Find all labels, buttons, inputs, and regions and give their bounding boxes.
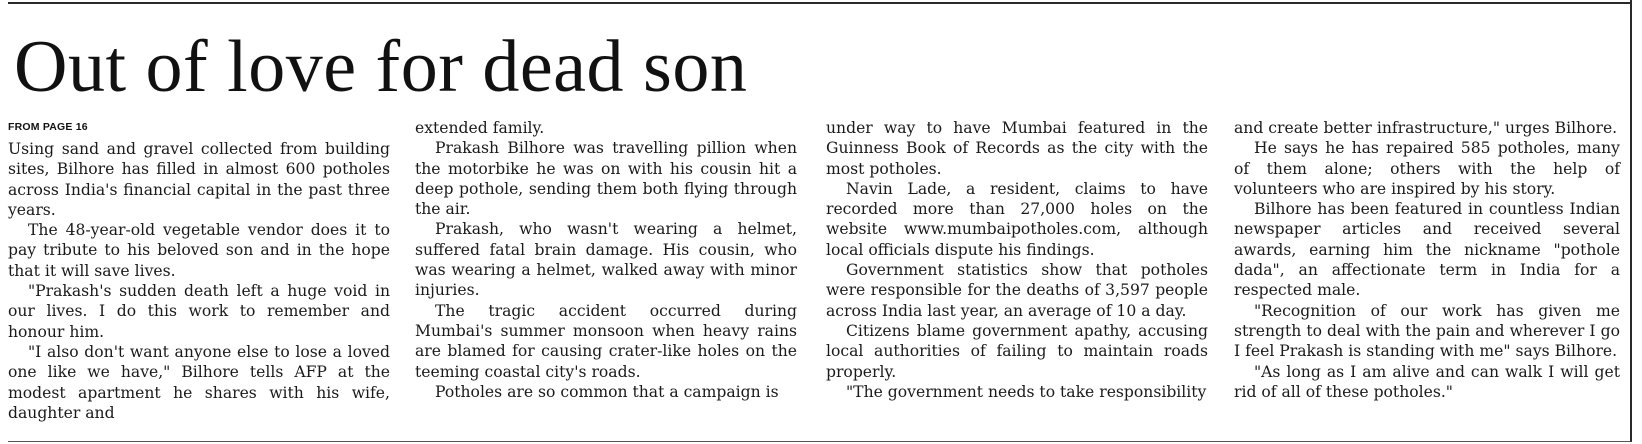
paragraph: Potholes are so common that a campaign is	[435, 382, 779, 401]
paragraph: and create better infrastructure," urges Bilhore.	[1234, 119, 1618, 137]
paragraph: "Recognition of our work has given me strength to deal with the pain and wherever I go I feel Prakash is standing with me" says Bilhore.	[1234, 301, 1620, 361]
paragraph: Using sand and gravel collected from building sites, Bilhore has filled in almost 600 potholes across India's financial capital in the past three years.	[8, 140, 390, 219]
paragraph: Bilhore has been featured in countless Indian newspaper articles and received several awards, earning him the nickname "pothole dada", an affectionate term in India for a respected male.	[1234, 200, 1620, 300]
article-headline: Out of love for dead son	[14, 26, 748, 108]
paragraph: Government statistics show that potholes were responsible for the deaths of 3,597 people across India last year, an average of 10 a day.	[826, 261, 1208, 320]
paragraph: Prakash Bilhore was travelling pillion when the motorbike he was on with his cousin hit a deep pothole, sending them both flying through the air.	[415, 139, 797, 219]
paragraph: "I also don't want anyone else to lose a loved one like we have," Bilhore tells AFP at the modest apartment he shares with his wife, daughter and	[8, 342, 390, 422]
continuation-kicker: FROM PAGE 16	[8, 121, 88, 133]
paragraph: Citizens blame government apathy, accusing local authorities of failing to maintain roads properly.	[826, 321, 1208, 381]
paragraph: "The government needs to take responsibility	[846, 382, 1207, 401]
paragraph: He says he has repaired 585 potholes, many of them alone; others with the help of volunteers who are inspired by his story.	[1234, 139, 1620, 198]
paragraph: "Prakash's sudden death left a huge void in our lives. I do this work to remember and honour him.	[8, 282, 390, 341]
paragraph: "As long as I am alive and can walk I will get rid of all of these potholes."	[1234, 362, 1620, 401]
paragraph: Navin Lade, a resident, claims to have recorded more than 27,000 holes on the website www.mumbaipotholes.com, although local officials dispute his findings.	[826, 179, 1208, 259]
paragraph: Prakash, who wasn't wearing a helmet, suffered fatal brain damage. His cousin, who was wearing a helmet, walked away with minor injuries.	[415, 220, 797, 300]
paragraph: The tragic accident occurred during Mumbai's summer monsoon when heavy rains are blamed for causing crater-like holes on the teeming coastal city's roads.	[415, 301, 797, 381]
paragraph: extended family.	[415, 119, 545, 137]
top-rule	[8, 2, 1632, 4]
paragraph: under way to have Mumbai featured in the Guinness Book of Records as the city with the most potholes.	[826, 119, 1208, 178]
paragraph: The 48-year-old vegetable vendor does it to pay tribute to his beloved son and in the hope that it will save lives.	[8, 221, 390, 280]
article-column-3	[826, 118, 1208, 402]
article-column-4	[1234, 118, 1620, 402]
article-column-1	[8, 139, 390, 423]
article-column-2	[415, 118, 797, 402]
